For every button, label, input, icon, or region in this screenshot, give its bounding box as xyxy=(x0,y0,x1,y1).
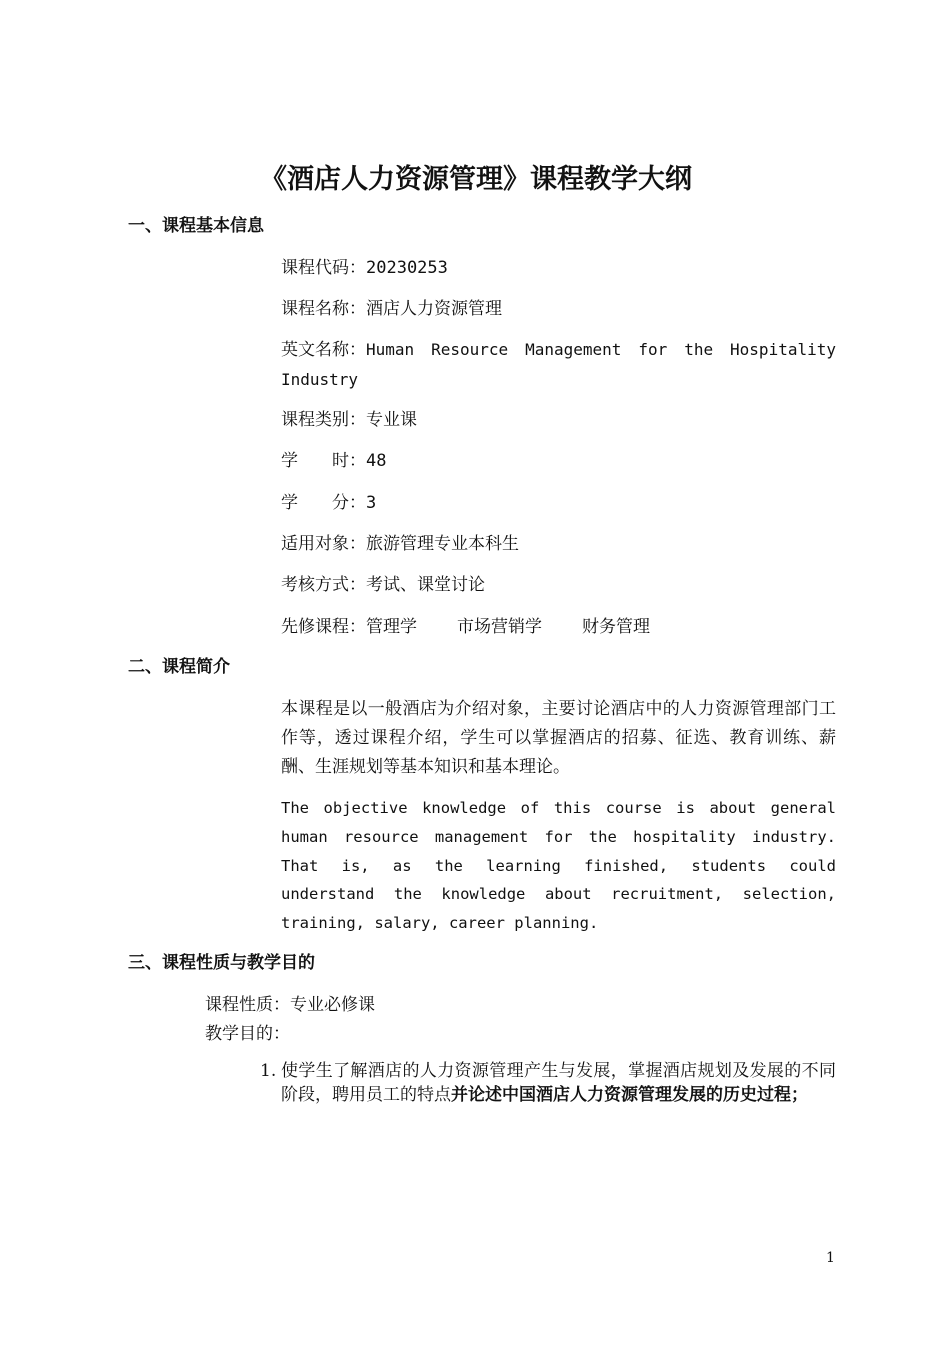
document-title: 《酒店人力资源管理》课程教学大纲 xyxy=(260,164,692,195)
list-item-text xyxy=(281,1059,836,1107)
assessment-value: 考试、课堂讨论 xyxy=(366,575,485,595)
course-category-value: 专业课 xyxy=(366,410,417,430)
prerequisites-row xyxy=(281,615,836,639)
prerequisite-item: 管理学 xyxy=(366,617,417,637)
purpose-list-item xyxy=(260,1059,836,1107)
course-hours-value: 48 xyxy=(366,451,387,471)
english-name-row xyxy=(281,335,836,394)
list-item-normal-text: 使学生了解酒店的人力资源管理产生与发展，掌握酒店规划及发展的不同阶段，聘用员工的特点 xyxy=(281,1061,836,1105)
section2-heading: 二、课程简介 xyxy=(128,657,230,677)
course-code-label: 课程代码： xyxy=(281,258,366,278)
list-item-bold-text: 并论述中国酒店人力资源管理发展的历史过程； xyxy=(451,1085,808,1105)
list-item-number: 1. xyxy=(260,1061,277,1081)
course-name-label: 课程名称： xyxy=(281,299,366,319)
course-nature: 课程性质：专业必修课 xyxy=(205,995,375,1015)
course-name-row xyxy=(281,297,836,321)
teaching-purpose-label: 教学目的： xyxy=(205,1024,290,1044)
prerequisite-item: 市场营销学 xyxy=(457,617,542,637)
assessment-label: 考核方式： xyxy=(281,575,366,595)
audience-value: 旅游管理专业本科生 xyxy=(366,534,519,554)
course-credits-row xyxy=(281,491,836,515)
intro-english-paragraph: The objective knowledge of this course is about general human resource management for the hospitality industry. That is, as the learning finished, students could understand the knowledge about recruitment, selection, training, salary, career planning. xyxy=(281,799,836,933)
audience-label: 适用对象： xyxy=(281,534,366,554)
prerequisites-label: 先修课程： xyxy=(281,617,366,637)
intro-chinese-paragraph: 本课程是以一般酒店为介绍对象，主要讨论酒店中的人力资源管理部门工作等，透过课程介绍，学生可以掌握酒店的招募、征选、教育训练、薪酬、生涯规划等基本知识和基本理论。 xyxy=(281,699,836,777)
course-credits-label: 学 分： xyxy=(281,493,366,513)
course-hours-label: 学 时： xyxy=(281,451,366,471)
english-name-label: 英文名称： xyxy=(281,340,366,360)
course-code-value: 20230253 xyxy=(366,258,448,278)
assessment-row xyxy=(281,573,836,597)
page-number: 1 xyxy=(826,1250,835,1266)
course-category-row xyxy=(281,408,836,432)
audience-row xyxy=(281,532,836,556)
course-code-row xyxy=(281,256,836,280)
course-name-value: 酒店人力资源管理 xyxy=(366,299,502,319)
section1-heading: 一、课程基本信息 xyxy=(128,216,264,236)
course-category-label: 课程类别： xyxy=(281,410,366,430)
course-credits-value: 3 xyxy=(366,493,377,513)
course-hours-row xyxy=(281,449,836,473)
prerequisite-item: 财务管理 xyxy=(582,617,650,637)
section3-heading: 三、课程性质与教学目的 xyxy=(128,953,315,973)
english-name-value: Human Resource Management for the Hospitality Industry xyxy=(281,340,836,389)
